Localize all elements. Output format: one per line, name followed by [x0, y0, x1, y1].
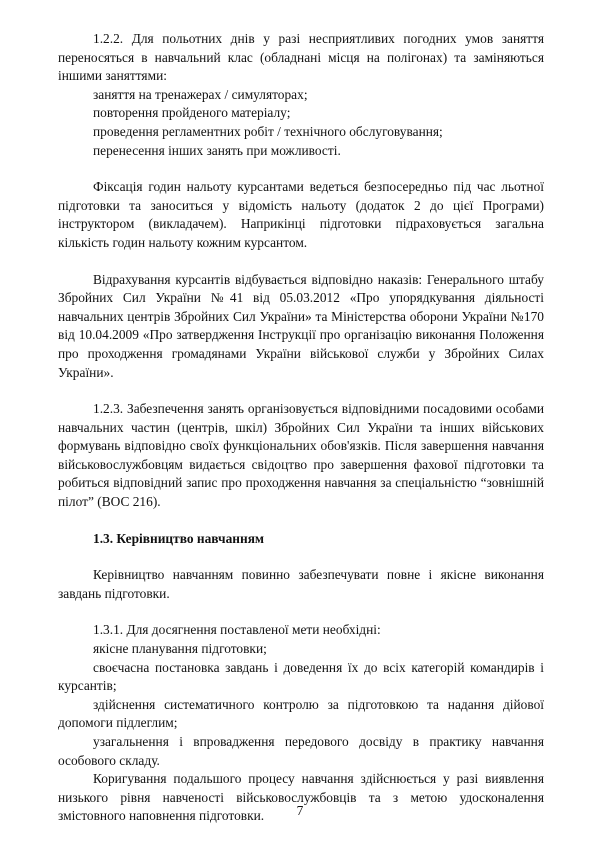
document-page: [58, 30, 544, 826]
paragraph-flight-hours: Фіксація годин нальоту курсантами ведеться безпосередньо під час льотної підготовки та заноситься у відомість нальоту (додаток 2 до цієї Програми) інструктором (викладачем). Наприкінці підготовки підраховується загальна кількість годин нальоту кожним курсантом.: [58, 179, 544, 250]
spacer: [58, 382, 544, 400]
spacer: [58, 548, 544, 566]
list-item: повторення пройденого матеріалу;: [93, 105, 291, 121]
page-number: 7: [296, 803, 304, 818]
section-heading-1-3: 1.3. Керівництво навчанням: [93, 530, 265, 546]
paragraph-correction: Коригування подальшого процесу навчання здійснюється у разі виявлення низького рівня навченості військовослужбовців та з метою удосконалення змістовного наповнення підготовки.: [58, 771, 544, 824]
spacer: [58, 512, 544, 530]
list-item: проведення регламентних робіт / технічного обслуговування;: [93, 123, 443, 139]
spacer: [58, 160, 544, 178]
paragraph-expulsion: Відрахування курсантів відбувається відповідно наказів: Генерального штабу Збройних Сил України №41 від 05.03.2012 «Про упорядкування діяльності навчальних центрів Збройних Сил України» та Міністерства оборони України №170 від 10.04.2009 «Про затвердження Інструкції про організацію виконання Положення про проходження громадянами України військової служби у Збройних Силах України».: [58, 271, 544, 380]
spacer: [58, 253, 544, 271]
list-item: своєчасна постановка завдань і доведення їх до всіх категорій командирів і курсантів;: [58, 659, 544, 694]
list-item: узагальнення і впровадження передового досвіду в практику навчання особового складу.: [58, 734, 544, 768]
list-item: здійснення систематичного контролю за підготовкою та надання дійової допомоги підлеглим;: [58, 696, 544, 731]
list-item: якісне планування підготовки;: [93, 641, 267, 657]
paragraph-1-2-2: 1.2.2. Для польотних днів у разі несприятливих погодних умов заняття переносяться в навчальний клас (обладнані місця на полігонах) та заміняються іншими заняттями:: [58, 31, 544, 84]
paragraph-1-2-3: 1.2.3. Забезпечення занять організовується відповідними посадовими особами навчальних частин (центрів, шкіл) Збройних Сил України та інших військових формувань відповідно своїх функціональних обов'язків. Після завершення навчання військовослужбовцям видається свідоцтво про завершення фахової підготовки та робиться відповідний запис про проходження навчання за спеціальністю “зовнішній пілот” (ВОС 216).: [58, 401, 544, 510]
list-item: заняття на тренажерах / симуляторах;: [93, 86, 308, 102]
list-item: перенесення інших занять при можливості.: [93, 142, 341, 158]
paragraph-guidance-intro: Керівництво навчанням повинно забезпечувати повне і якісне виконання завдань підготовки.: [58, 567, 544, 601]
spacer: [58, 603, 544, 621]
paragraph-1-3-1: 1.3.1. Для досягнення поставленої мети необхідні:: [93, 622, 381, 638]
